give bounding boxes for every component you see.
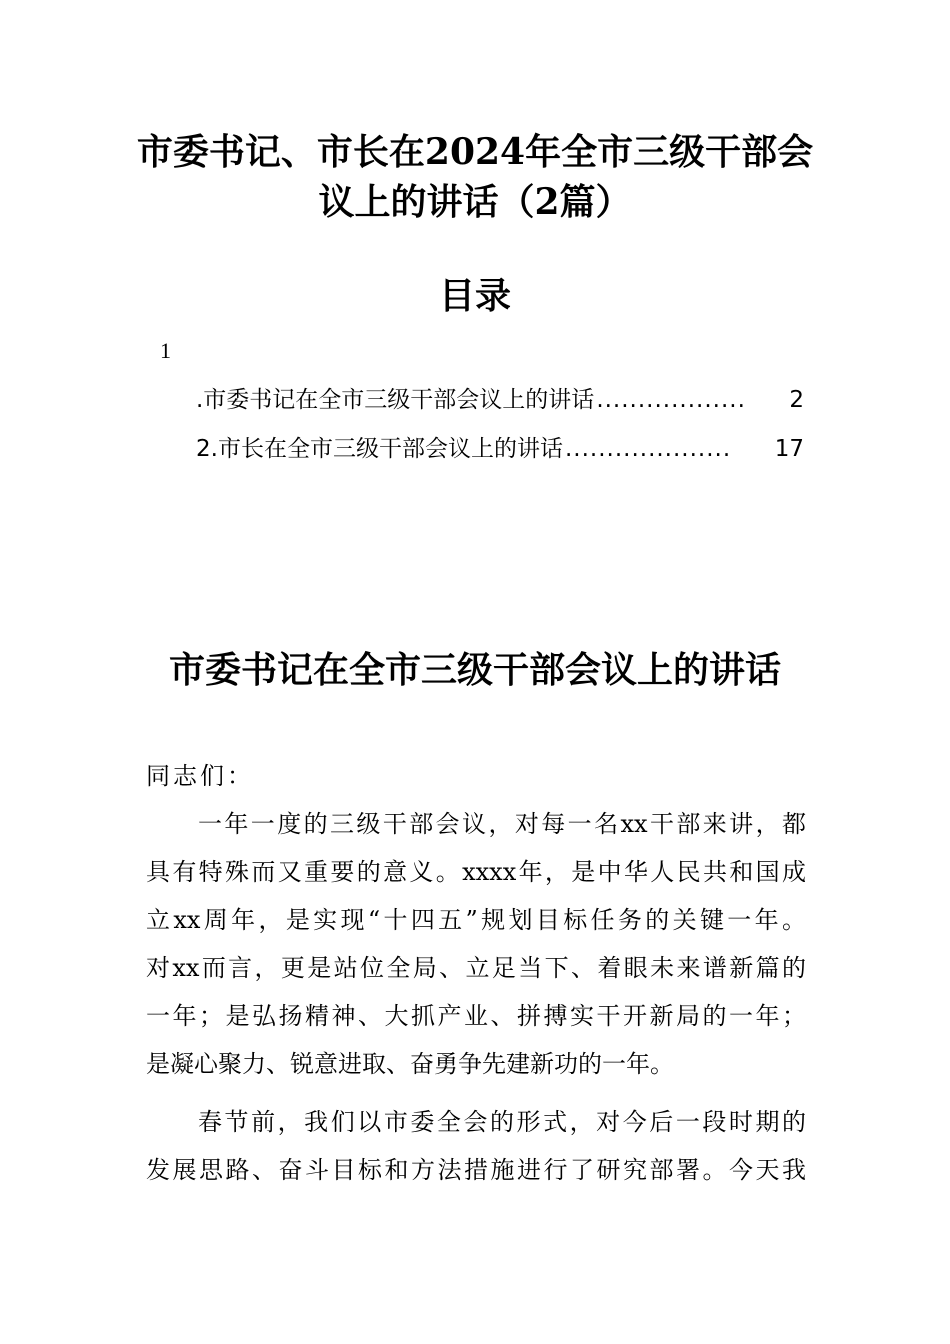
paragraph-line: 是凝心聚力、锐意进取、奋勇争先建新功的一年。: [146, 1050, 674, 1078]
toc-entry-page-number: 17: [774, 436, 804, 462]
toc-number-prefix: 1: [160, 338, 171, 363]
toc-entry[interactable]: [196, 432, 804, 466]
toc-entry-text: 2.市长在全市三级干部会议上的讲话: [196, 436, 563, 462]
paragraph-line: 春节前，我们以市委全会的形式，对今后一段时期的: [198, 1108, 806, 1136]
paragraph-line: 对xx而言，更是站位全局、立足当下、着眼未来谱新篇的: [146, 954, 806, 982]
toc-entry-leader-dots: ....................: [564, 436, 732, 462]
toc-heading: 目录: [438, 275, 511, 317]
document-title-line-1: 市委书记、市长在2024年全市三级干部会: [136, 131, 814, 173]
toc-entry-page-number: 2: [789, 387, 804, 413]
paragraph-line: 一年；是弘扬精神、大抓产业、拼搏实干开新局的一年；: [146, 1002, 806, 1030]
toc-entry[interactable]: [196, 383, 804, 417]
paragraph-line: 发展思路、奋斗目标和方法措施进行了研究部署。今天我: [146, 1156, 806, 1184]
toc-entry-leader-dots: ..................: [596, 387, 746, 413]
paragraph-line: 具有特殊而又重要的意义。xxxx年，是中华人民共和国成: [146, 858, 806, 886]
toc-entry-text: .市委书记在全市三级干部会议上的讲话: [196, 387, 595, 413]
paragraph-line: 一年一度的三级干部会议，对每一名xx干部来讲，都: [198, 810, 806, 838]
paragraph-line: 立xx周年，是实现“十四五”规划目标任务的关键一年。: [146, 906, 806, 934]
speech-title: 市委书记在全市三级干部会议上的讲话: [168, 649, 781, 691]
document-title-line-2: 议上的讲话（2篇）: [318, 181, 632, 223]
speech-salutation: 同志们：: [146, 762, 254, 790]
